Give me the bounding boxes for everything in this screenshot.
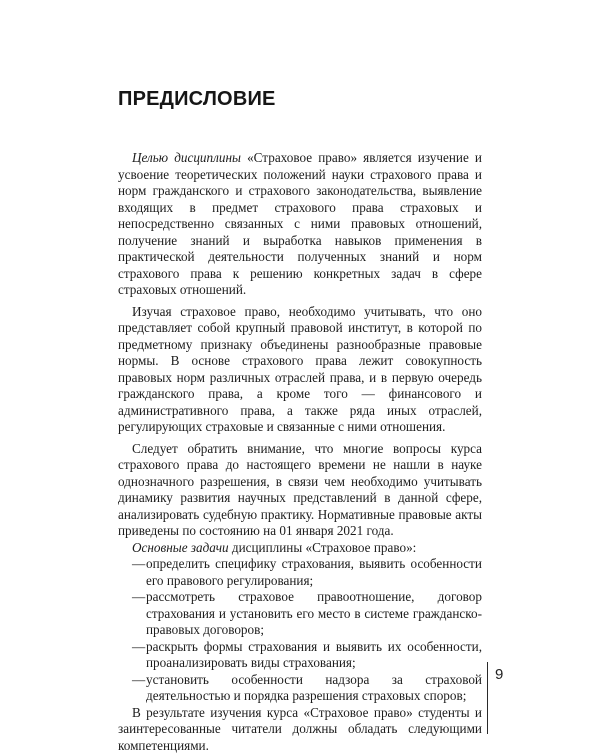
dash-marker: —: [132, 589, 145, 606]
page-title: ПРЕДИСЛОВИЕ: [118, 88, 276, 111]
paragraph-goal: [118, 150, 482, 299]
list-item: [118, 672, 482, 705]
dash-marker: —: [132, 639, 145, 656]
list-item-text: определить специфику страхования, выявить особенности его правового регулирования;: [146, 556, 482, 588]
body-text: [118, 150, 482, 754]
tasks-list: [118, 556, 482, 705]
goal-text: «Страховое право» является изучение и усвоение теоретических положений науки страхового права и норм гражданского и страхового законодательства, выявление входящих в предмет страхового права страховых и непосредственно связанных с ними правовых отношений, получение знаний и выработка навыков применения в практической деятельности полученных знаний и норм страхового права к решению конкретных задач в сфере страховых отношений.: [118, 150, 482, 297]
goal-lead: Целью дисциплины: [132, 150, 241, 165]
list-item: [118, 556, 482, 589]
paragraph-attention: Следует обратить внимание, что многие вопросы курса страхового права до настоящего времени не нашли в науке однозначного разрешения, в связи чем необходимо учитывать динамику развития научных представлений в данной сфере, анализировать судебную практику. Нормативные правовые акты приведены по состоянию на 01 января 2021 года.: [118, 441, 482, 540]
list-item-text: раскрыть формы страхования и выявить их особенности, проанализировать виды страхования;: [146, 639, 482, 671]
list-item: [118, 639, 482, 672]
dash-marker: —: [132, 556, 145, 573]
tasks-lead: Основные задачи: [132, 540, 229, 555]
list-item: [118, 589, 482, 639]
list-item-text: рассмотреть страховое правоотношение, договор страхования и установить его место в системе гражданско-правовых договоров;: [146, 589, 482, 637]
paragraph-result: В результате изучения курса «Страховое право» студенты и заинтересованные читатели должны обладать следующими компетенциями.: [118, 705, 482, 754]
dash-marker: —: [132, 672, 145, 689]
paragraph-institution: Изучая страховое право, необходимо учитывать, что оно представляет собой крупный правовой институт, в которой по предметному признаку объединены разнообразные правовые нормы. В основе страхового права лежит совокупность правовых норм различных отраслей права, и в первую очередь гражданского права, а кроме того — финансового и административного права, а также ряда иных отраслей, регулирующих страховые и связанные с ними отношения.: [118, 304, 482, 436]
page-number: 9: [495, 666, 503, 683]
list-item-text: установить особенности надзора за страховой деятельностью и порядка разрешения страховых споров;: [146, 672, 482, 704]
tasks-intro-text: дисциплины «Страховое право»:: [229, 540, 417, 555]
paragraph-tasks-intro: [118, 540, 482, 557]
margin-rule: [487, 662, 488, 734]
